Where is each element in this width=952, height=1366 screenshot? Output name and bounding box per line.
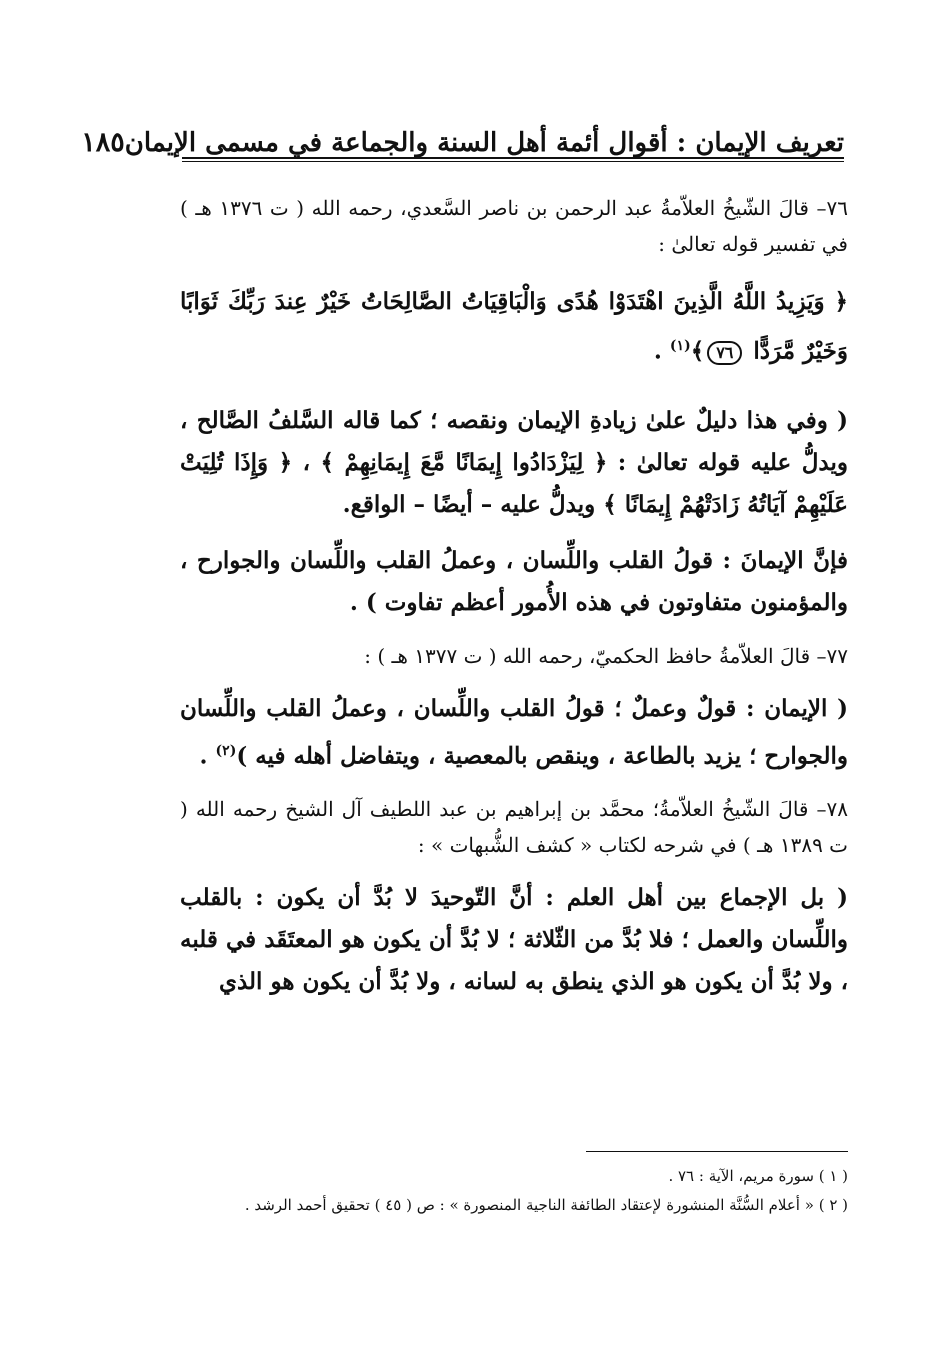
footnote-1: ( ١ ) سورة مريم، الآية : ٧٦ . [668, 1167, 848, 1185]
paragraph-77-quote [180, 688, 848, 778]
quote-77-end-mark: . [199, 742, 208, 770]
verse-end-mark: . [653, 337, 662, 365]
paragraph-78-intro: ٧٨– قالَ الشّيخُ العلاّمةُ؛ محمَّد بن إبراهيم بن عبد اللطيف آل الشيخ رحمه الله ( ت ١٣٨٩ هـ ) في شرحه لكتاب « كشف الشُّبهات » : [180, 797, 848, 858]
running-title: تعريف الإيمان : أقوال أئمة أهل السنة والجماعة في مسمى الإيمان [124, 128, 844, 158]
main-text [180, 190, 848, 1003]
commentary-paragraph: ( وفي هذا دليلٌ علىٰ زيادةِ الإيمان ونقصه ؛ كما قاله السَّلفُ الصَّالح ، ويدلُّ عليه قوله تعالىٰ : ﴿ لِيَزْدَادُوا إِيمَانًا مَّعَ إِيمَانِهِمْ ﴾ ، ﴿ وَإِذَا تُلِيَتْ عَلَيْهِمْ آيَاتُهُ زَادَتْهُمْ إِيمَانًا ﴾ ويدلُّ عليه – أيضًا – الواقع. [180, 406, 848, 518]
commentary-continuation: فإنَّ الإيمانَ : قولُ القلب واللِّسان ، وعملُ القلب واللِّسان والجوارح ، والمؤمنون متفاوتون في هذه الأُمور أعظم تفاوت ) . [180, 546, 848, 616]
paragraph-76-intro: ٧٦– قالَ الشّيخُ العلاّمةُ عبد الرحمن بن ناصر السَّعدي، رحمه الله ( ت ١٣٧٦ هـ ) في تفسير قوله تعالىٰ : [180, 196, 848, 256]
quranic-verse-block [180, 280, 848, 374]
footnote-ref-2: (٢) [215, 742, 237, 759]
quote-77-text: ( الإيمان : قولٌ وعملٌ ؛ قولُ القلب واللِّسان ، وعملُ القلب واللِّسان والجوارح ؛ يزيد بالطاعة ، وينقص بالمعصية ، ويتفاضل أهله فيه ) [180, 694, 848, 770]
footnote-rule [586, 1151, 848, 1152]
footnotes [180, 1162, 848, 1220]
header-rule [182, 157, 844, 162]
footnote-2: ( ٢ ) « أعلام السُّنَّة المنشورة لإعتقاد الطائفة الناجية المنصورة » : ص ( ٤٥ ) تحقيق أحمد الرشد . [244, 1196, 848, 1214]
footnote-ref-1: (١) [669, 338, 691, 354]
page-header [81, 112, 844, 158]
ayah-number-marker: ٧٦ [707, 341, 742, 365]
page-number: ١٨٥ [81, 127, 125, 158]
paragraph-78-quote: ( بل الإجماع بين أهل العلم : أنَّ التّوحيدَ لا بُدَّ أن يكون : بالقلب واللِّسان والعمل ؛ فلا بُدَّ من الثّلاثة ؛ لا بُدَّ أن يكون هو المعتَقَد في قلبه ، ولا بُدَّ أن يكون هو الذي ينطق به لسانه ، ولا بُدَّ أن يكون هو الذي [180, 884, 849, 996]
verse-close-bracket: ﴾ [690, 337, 705, 365]
paragraph-77-intro: ٧٧– قالَ العلاّمةُ حافظ الحكميّ، رحمه الله ( ت ١٣٧٧ هـ ) : [364, 643, 848, 668]
verse-text: ﴿ وَيَزِيدُ اللَّهُ الَّذِينَ اهْتَدَوْا هُدًى وَالْبَاقِيَاتُ الصَّالِحَاتُ خَيْرٌ عِندَ رَبِّكَ ثَوَابًا وَخَيْرٌ مَّرَدًّا [180, 288, 848, 365]
